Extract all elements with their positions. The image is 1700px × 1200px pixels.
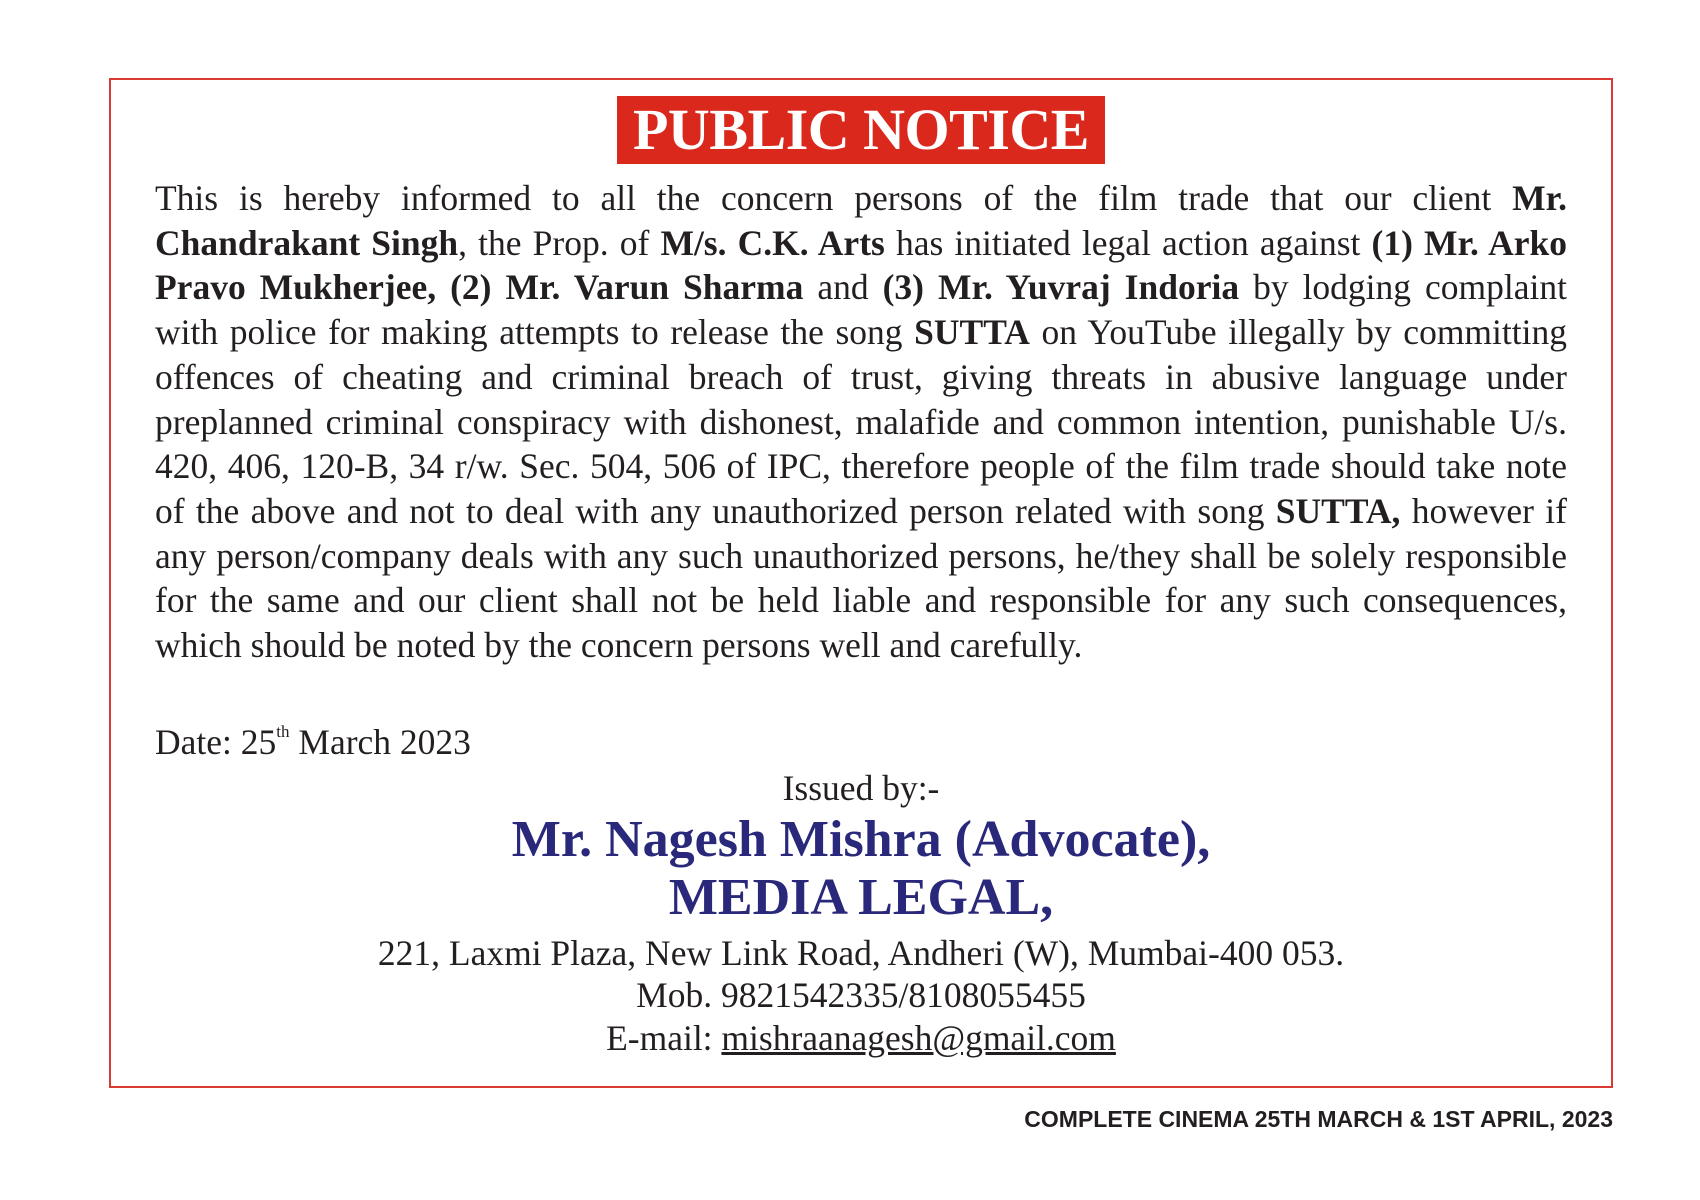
notice-title: PUBLIC NOTICE: [617, 96, 1105, 164]
email-link[interactable]: mishraanagesh@gmail.com: [721, 1018, 1116, 1058]
body-segment: This is hereby informed to all the concern persons of the film trade that our client: [155, 178, 1513, 218]
song-name: SUTTA: [914, 312, 1030, 353]
notice-frame: [109, 78, 1613, 1088]
advocate-name: Mr. Nagesh Mishra (Advocate),: [511, 811, 1211, 868]
mobile-number: Mob. 9821542335/8108055455: [636, 975, 1086, 1015]
client-name: Mr. Chandrakant Singh: [155, 178, 1567, 263]
date-ordinal: th: [276, 722, 290, 741]
email-label: E-mail:: [606, 1018, 722, 1058]
body-segment: and: [803, 267, 883, 308]
accused-name-3: (3) Mr. Yuvraj Indoria: [882, 267, 1240, 308]
body-segment: , the Prop. of: [458, 222, 661, 263]
song-name: SUTTA,: [1275, 490, 1401, 531]
notice-body: [155, 176, 1567, 668]
publication-footer: COMPLETE CINEMA 25TH MARCH & 1ST APRIL, 2023: [1024, 1106, 1613, 1132]
issued-by-label: Issued by:-: [782, 768, 940, 808]
firm-name: MEDIA LEGAL,: [668, 869, 1054, 926]
company-name: M/s. C.K. Arts: [660, 222, 885, 263]
address: 221, Laxmi Plaza, New Link Road, Andheri (W), Mumbai-400 053.: [377, 933, 1345, 973]
body-segment: by lodging complaint with police for making attempts to release the song: [155, 267, 1567, 353]
body-segment: however if any person/company deals with any such unauthorized persons, he/they shall be solely responsible for the same and our client shall not be held liable and responsible for any such consequences, which should be noted by the concern persons well and carefully.: [155, 490, 1567, 666]
body-segment: on YouTube illegally by committing offences of cheating and criminal breach of trust, giving threats in abusive language under preplanned criminal conspiracy with dishonest, malafide and common intention, punishable U/s. 420, 406, 120-B, 34 r/w. Sec. 504, 506 of IPC, therefore people of the film trade should take note of the above and not to deal with any unauthorized person related with song: [155, 312, 1567, 531]
accused-names: (1) Mr. Arko Pravo Mukherjee, (2) Mr. Varun Sharma: [155, 222, 1567, 308]
body-segment: has initiated legal action against: [884, 222, 1372, 263]
notice-date: Date: 25th March 2023: [155, 722, 471, 762]
email-line: [111, 1017, 1611, 1059]
